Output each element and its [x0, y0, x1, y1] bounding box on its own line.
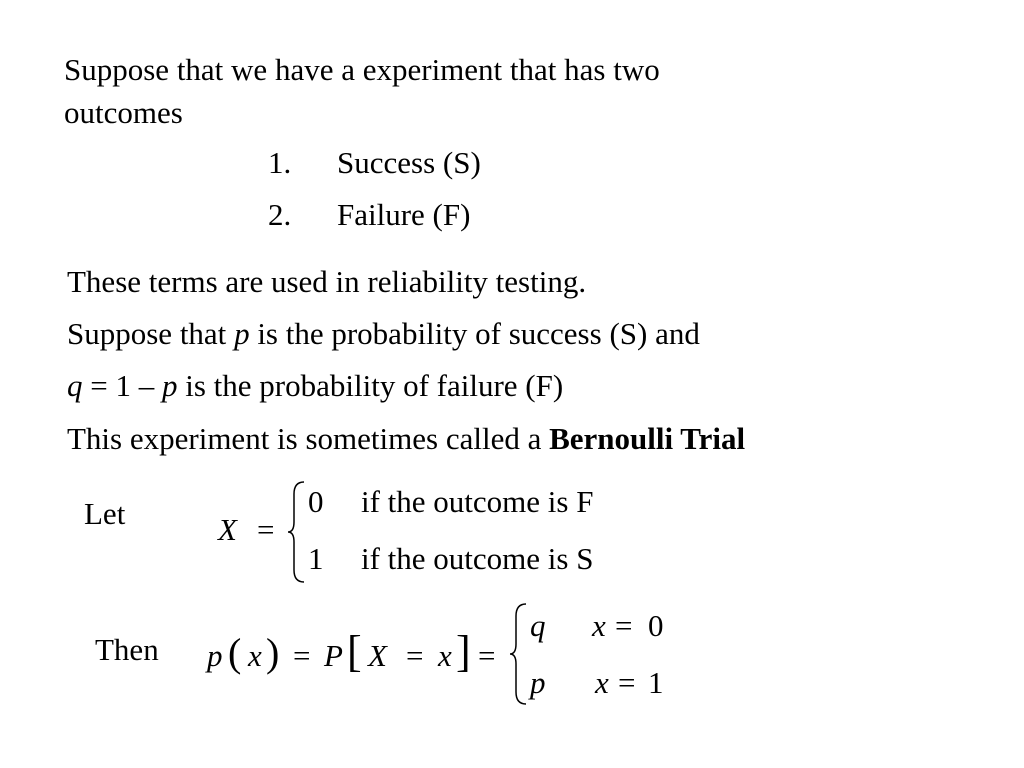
- p-definition-line: [67, 316, 700, 352]
- let-label: Let: [84, 496, 126, 531]
- pmf-X: X: [368, 638, 387, 673]
- then-case-2-equals: =: [618, 665, 636, 700]
- outcome-2-label: Failure (F): [337, 197, 471, 232]
- then-left-brace: [508, 602, 530, 706]
- then-case-2-cond-value: 1: [648, 665, 664, 700]
- pmf-equals-3: =: [478, 638, 496, 673]
- intro-line-1: Suppose that we have a experiment that has two: [64, 52, 660, 87]
- pmf-p: p: [207, 638, 223, 673]
- q-variable: q: [67, 368, 83, 403]
- reliability-line: These terms are used in reliability testing.: [67, 264, 587, 299]
- then-case-1-value: q: [530, 608, 546, 643]
- then-label: Then: [95, 632, 159, 667]
- q-p-variable: p: [161, 368, 178, 403]
- bernoulli-line: [67, 421, 745, 457]
- let-x-variable: X: [218, 512, 237, 547]
- p-suffix: is the probability of success (S) and: [249, 316, 700, 351]
- intro-line-2: outcomes: [64, 95, 183, 130]
- pmf-left-paren: (: [228, 630, 242, 675]
- pmf-equals-1: =: [293, 638, 311, 673]
- let-equals: =: [257, 512, 275, 547]
- pmf-left-bracket: [: [347, 627, 362, 676]
- then-case-2-var: x: [595, 665, 609, 700]
- p-prefix: Suppose that: [67, 316, 235, 351]
- pmf-right-paren: ): [266, 630, 280, 675]
- pmf-equals-2: =: [406, 638, 424, 673]
- pmf-right-bracket: ]: [456, 627, 471, 676]
- q-definition-line: [67, 368, 563, 404]
- then-case-1-equals: =: [615, 608, 633, 643]
- then-case-2-value: p: [530, 665, 546, 700]
- let-case-2-condition: if the outcome is S: [361, 541, 594, 576]
- bernoulli-term: Bernoulli Trial: [549, 421, 746, 456]
- outcome-1-label: Success (S): [337, 145, 481, 180]
- let-case-1-condition: if the outcome is F: [361, 484, 594, 519]
- then-case-1-var: x: [592, 608, 606, 643]
- let-case-1-value: 0: [308, 484, 324, 519]
- p-variable: p: [234, 316, 250, 351]
- pmf-x2: x: [438, 638, 452, 673]
- q-equation: = 1 –: [82, 368, 162, 403]
- outcome-1-number: 1.: [268, 145, 292, 180]
- then-case-1-cond-value: 0: [648, 608, 664, 643]
- pmf-P: P: [324, 638, 343, 673]
- q-suffix: is the probability of failure (F): [177, 368, 564, 403]
- outcome-2-number: 2.: [268, 197, 292, 232]
- bernoulli-prefix: This experiment is sometimes called a: [67, 421, 550, 456]
- let-left-brace: [286, 480, 308, 584]
- let-case-2-value: 1: [308, 541, 324, 576]
- pmf-x: x: [248, 638, 262, 673]
